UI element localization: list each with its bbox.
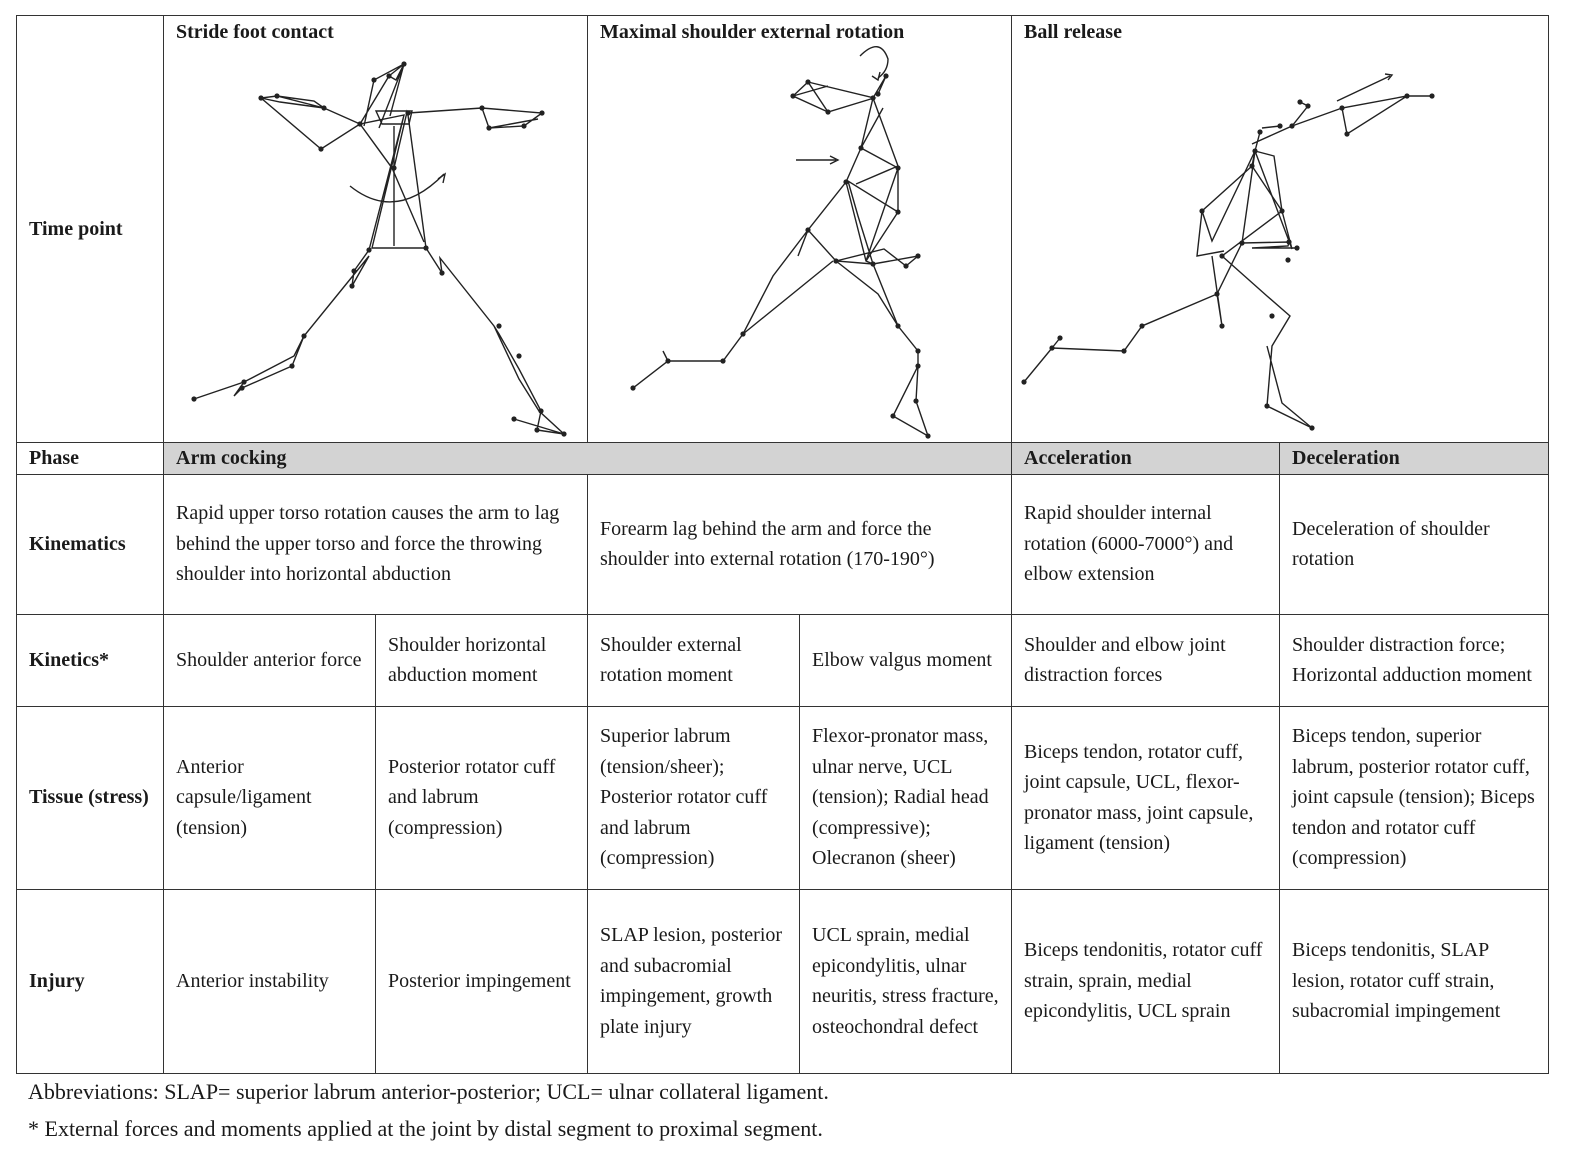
injury-row — [17, 889, 1549, 1073]
kinetics-cell: Shoulder and elbow joint distraction forces — [1012, 614, 1280, 706]
abbreviations-note: Abbreviations: SLAP= superior labrum anterior-posterior; UCL= ulnar collateral ligament. — [28, 1079, 829, 1104]
kinematics-cell: Rapid shoulder internal rotation (6000-7000°) and elbow extension — [1012, 474, 1280, 614]
figure-stride-foot-contact — [164, 16, 588, 443]
tissue-cell: Anterior capsule/ligament (tension) — [164, 706, 376, 889]
injury-label: Injury — [17, 889, 164, 1073]
phase-arm-cocking: Arm cocking — [164, 443, 1012, 475]
kinetics-label: Kinetics* — [17, 614, 164, 706]
tissue-row — [17, 706, 1549, 889]
kinetics-cell: Shoulder horizontal abduction moment — [376, 614, 588, 706]
time-point-label: Time point — [17, 16, 164, 443]
kinematics-cell: Deceleration of shoulder rotation — [1280, 474, 1549, 614]
figure-max-external-rotation — [588, 16, 1012, 443]
time-point-row — [17, 16, 1549, 443]
pitching-phases-table — [16, 15, 1549, 1074]
injury-cell: UCL sprain, medial epicondylitis, ulnar neuritis, stress fracture, osteochondral defect — [800, 889, 1012, 1073]
kinematics-cell: Rapid upper torso rotation causes the arm to lag behind the upper torso and force the throwing shoulder into horizontal abduction — [164, 474, 588, 614]
injury-cell: Posterior impingement — [376, 889, 588, 1073]
injury-cell: Biceps tendonitis, SLAP lesion, rotator cuff strain, subacromial impingement — [1280, 889, 1549, 1073]
kinematics-label: Kinematics — [17, 474, 164, 614]
stick-figure-max-er — [588, 16, 1041, 442]
kinetics-cell: Elbow valgus moment — [800, 614, 1012, 706]
tissue-cell: Posterior rotator cuff and labrum (compression) — [376, 706, 588, 889]
kinematics-row — [17, 474, 1549, 614]
figure-title-stride: Stride foot contact — [176, 21, 334, 43]
figure-title-ball-release: Ball release — [1024, 21, 1122, 43]
phase-row — [17, 443, 1549, 475]
kinetics-cell: Shoulder external rotation moment — [588, 614, 800, 706]
stick-figure-ball-release — [1012, 16, 1477, 442]
phase-acceleration: Acceleration — [1012, 443, 1280, 475]
injury-cell: SLAP lesion, posterior and subacromial impingement, growth plate injury — [588, 889, 800, 1073]
injury-cell: Biceps tendonitis, rotator cuff strain, sprain, medial epicondylitis, UCL sprain — [1012, 889, 1280, 1073]
figure-ball-release — [1012, 16, 1549, 443]
tissue-cell: Biceps tendon, rotator cuff, joint capsule, UCL, flexor-pronator mass, joint capsule, ligament (tension) — [1012, 706, 1280, 889]
kinetics-cell: Shoulder distraction force; Horizontal adduction moment — [1280, 614, 1549, 706]
injury-cell: Anterior instability — [164, 889, 376, 1073]
kinematics-cell: Forearm lag behind the arm and force the shoulder into external rotation (170-190°) — [588, 474, 1012, 614]
asterisk-note: * External forces and moments applied at the joint by distal segment to proximal segment. — [28, 1116, 823, 1141]
kinetics-row — [17, 614, 1549, 706]
tissue-cell: Flexor-pronator mass, ulnar nerve, UCL (tension); Radial head (compressive); Olecranon (sheer) — [800, 706, 1012, 889]
phase-label: Phase — [17, 443, 164, 475]
stick-figure-stride — [164, 16, 629, 442]
kinetics-cell: Shoulder anterior force — [164, 614, 376, 706]
phase-deceleration: Deceleration — [1280, 443, 1549, 475]
tissue-cell: Superior labrum (tension/sheer); Posterior rotator cuff and labrum (compression) — [588, 706, 800, 889]
tissue-cell: Biceps tendon, superior labrum, posterior rotator cuff, joint capsule (tension); Biceps tendon and rotator cuff (compression) — [1280, 706, 1549, 889]
footnotes — [28, 1073, 829, 1147]
figure-title-max-er: Maximal shoulder external rotation — [600, 21, 905, 43]
tissue-label: Tissue (stress) — [17, 706, 164, 889]
